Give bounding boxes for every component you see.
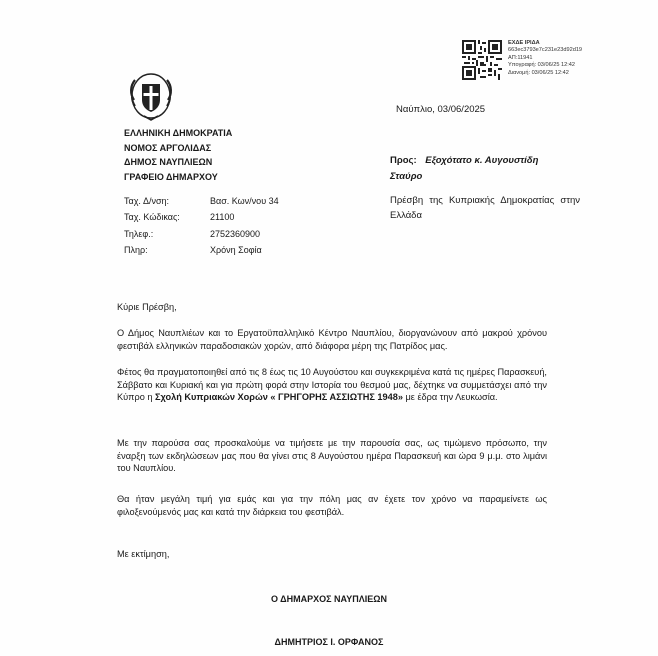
contact-row (124, 193, 279, 209)
contact-row (124, 226, 279, 242)
greeting: Κύριε Πρέσβη, (117, 302, 177, 312)
digital-signature-block (508, 40, 582, 77)
recipient-name: Εξοχότατο κ. Αυγουστίδη (425, 155, 539, 166)
contact-label: Πληρ: (124, 245, 148, 256)
recipient-label: Προς: (390, 155, 417, 166)
paragraph: Θα ήταν μεγάλη τιμή για εμάς και για την πόλη μας αν έχετε τον χρόνο να παραμείνετε ως φιλοξενούμενός μας και κατά την διάρκεια του φεστιβάλ. (117, 494, 547, 517)
contact-label: Τηλεφ.: (124, 228, 154, 239)
recipient-name-cont: Σταύρο (390, 171, 423, 182)
signature-protocol: ΑΠ:11941 (508, 54, 533, 61)
contact-row (124, 209, 279, 225)
recipient-block (390, 153, 590, 185)
greek-emblem-icon (126, 70, 176, 122)
mayor-title: Ο ΔΗΜΑΡΧΟΣ ΝΑΥΠΛΙΕΩΝ (271, 594, 387, 604)
paragraph: Ο Δήμος Ναυπλιέων και το Εργατοϋπαλληλικό Κέντρο Ναυπλίου, διοργανώνουν από μακρού χρόνου φεστιβάλ ελληνικών παραδοσιακών χορών, από διάφορα μέρη της Πατρίδος μας. (117, 328, 547, 351)
paragraph-text: Φέτος θα πραγματοποιηθεί από τις 8 έως τις 10 Αυγούστου και συγκεκριμένα κατά τις ημέρες Παρασκευή, Σάββατο και Κυριακή και για πρώτη φορά στην Ιστορία του θεσμού μας, δέχτηκε να συμμετάσχει από την Κύπρο η (117, 367, 547, 403)
paragraph (117, 366, 547, 404)
signature-signed: Υπογραφή: 03/06/25 12:42 (508, 62, 576, 69)
sender-line: ΝΟΜΟΣ ΑΡΓΟΛΙΔΑΣ (124, 142, 212, 153)
paragraph-text: με έδρα την Λευκωσία. (402, 392, 498, 403)
contact-row (124, 242, 279, 258)
signature-title: ΕΧΔΕ ΙΡΙΔΑ (508, 40, 540, 46)
signature-hash: 663ec3793e7c231e23d92d19 (508, 47, 583, 54)
sender-line: ΔΗΜΟΣ ΝΑΥΠΛΙΕΩΝ (124, 157, 213, 168)
closing: Με εκτίμηση, (117, 549, 170, 559)
sender-line: ΓΡΑΦΕΙΟ ΔΗΜΑΡΧΟΥ (124, 171, 218, 182)
contact-value: Βασ. Κων/νου 34 (210, 196, 279, 206)
qr-code-icon (462, 40, 502, 80)
signature-distributed: Διανομή: 03/06/25 12:42 (508, 69, 569, 76)
school-name: Σχολή Κυπριακών Χορών « ΓΡΗΓΟΡΗΣ ΑΣΣΙΩΤΗΣ 1948» (155, 392, 403, 403)
contact-value: 2752360900 (210, 228, 261, 239)
place-date: Ναύπλιο, 03/06/2025 (396, 104, 486, 115)
mayor-name: ΔΗΜΗΤΡΙΟΣ Ι. ΟΡΦΑΝΟΣ (274, 637, 384, 647)
recipient-description: Πρέσβη της Κυπριακής Δημοκρατίας στην Ελλάδα (390, 195, 580, 221)
contact-details (124, 193, 279, 259)
sender-line: ΕΛΛΗΝΙΚΗ ΔΗΜΟΚΡΑΤΙΑ (124, 128, 233, 138)
sender-block (124, 126, 232, 184)
paragraph: Με την παρούσα σας προσκαλούμε να τιμήσετε με την παρουσία σας, ως τιμώμενο πρόσωπο, την έναρξη των εκδηλώσεων μας που θα γίνει στις 8 Αυγούστου ημέρα Παρασκευή και ώρα 9 μ.μ. στο λιμάνι του Ναυπλίου. (117, 438, 547, 474)
contact-label: Ταχ. Κώδικας: (124, 212, 180, 223)
contact-value: 21100 (210, 212, 235, 223)
contact-value: Χρόνη Σοφία (210, 245, 262, 256)
contact-label: Ταχ. Δ/νση: (124, 196, 170, 206)
